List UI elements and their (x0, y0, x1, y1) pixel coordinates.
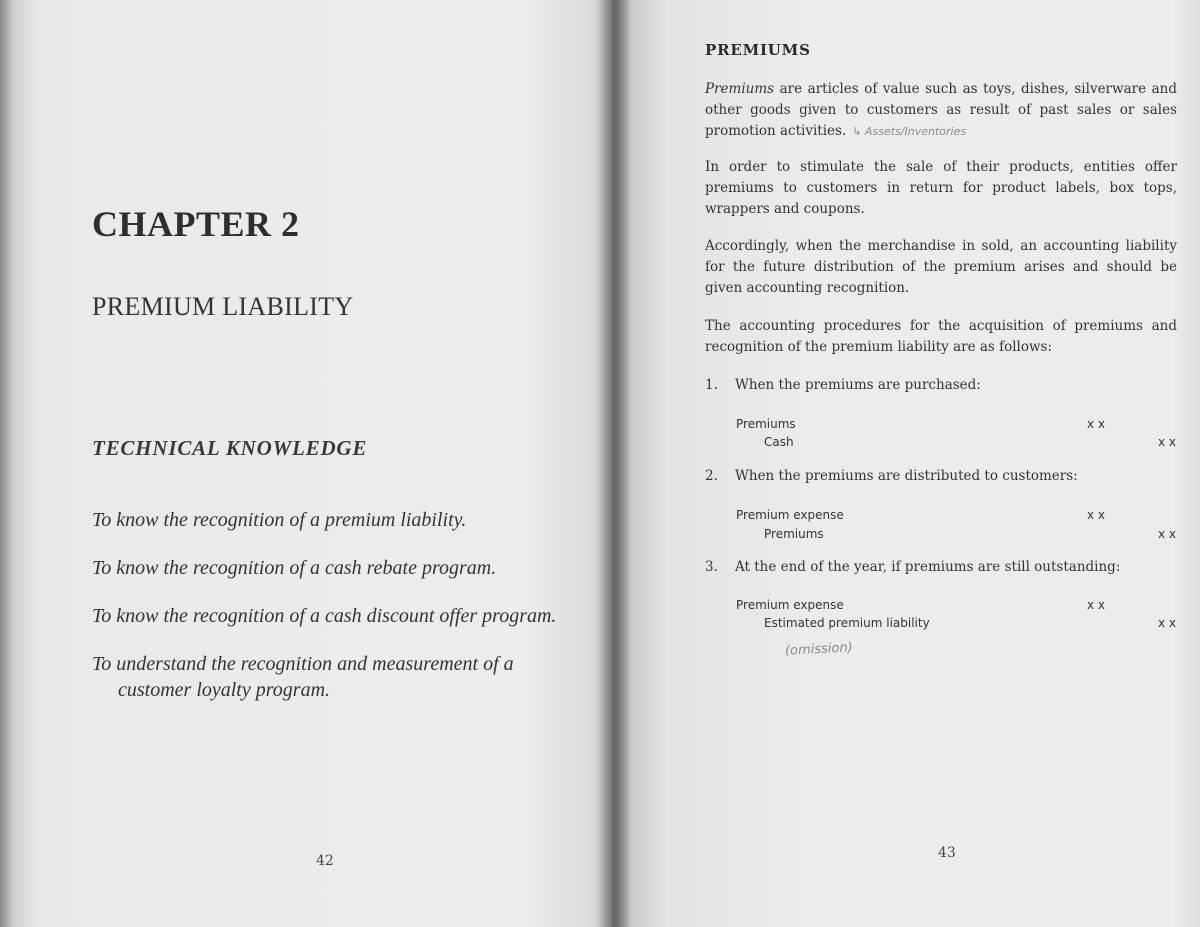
credit-amount: x x (1157, 527, 1176, 541)
journal-credit-row (736, 527, 1176, 545)
journal-debit-row (736, 417, 1176, 435)
step-number: 1. (705, 377, 718, 393)
credit-amount: x x (1157, 616, 1176, 630)
journal-credit-row (736, 435, 1176, 453)
book-gutter (598, 0, 632, 927)
credit-account: Estimated premium liability (764, 616, 930, 630)
debit-account: Premium expense (736, 508, 844, 522)
debit-account: Premiums (736, 417, 796, 431)
journal-credit-row (736, 616, 1176, 634)
debit-amount: x x (1087, 508, 1106, 522)
debit-account: Premium expense (736, 598, 844, 612)
paragraph-procedures: The accounting procedures for the acquisition of premiums and recognition of the premium liability are as follows: (705, 318, 1177, 355)
step-3 (705, 559, 1177, 575)
objective-item: To know the recognition of a premium liability. (92, 509, 467, 531)
premiums-heading: PREMIUMS (705, 41, 811, 59)
credit-account: Cash (764, 435, 794, 449)
paragraph-stimulate: In order to stimulate the sale of their products, entities offer premiums to customers in return for product labels, box tops, wrappers and coupons. (705, 159, 1177, 217)
paragraph-accordingly: Accordingly, when the merchandise in sold, an accounting liability for the future distribution of the premium arises and should be given accounting recognition. (705, 238, 1177, 296)
handwritten-note: ↳ Assets/Inventories (852, 125, 967, 138)
chapter-title: PREMIUM LIABILITY (92, 292, 354, 321)
objective-item: To understand the recognition and measurement of a customer loyalty program. (92, 653, 514, 701)
premiums-definition (705, 79, 1177, 142)
credit-amount: x x (1157, 435, 1176, 449)
premiums-term: Premiums (705, 81, 775, 97)
chapter-number: CHAPTER 2 (92, 204, 300, 244)
debit-amount: x x (1087, 417, 1106, 431)
handwritten-annotation: (omission) (784, 640, 854, 659)
step-text: At the end of the year, if premiums are still outstanding: (735, 559, 1121, 575)
journal-debit-row (736, 508, 1176, 526)
premiums-definition-text: are articles of value such as toys, dishes, silverware and other goods given to customers as result of past sales or sales promotion activities. (705, 81, 1177, 139)
step-text: When the premiums are purchased: (735, 377, 981, 393)
step-2 (705, 468, 1177, 484)
debit-amount: x x (1087, 598, 1106, 612)
step-number: 3. (705, 559, 718, 575)
objective-item: To know the recognition of a cash rebate program. (92, 557, 497, 579)
objectives-list (92, 507, 582, 725)
step-text: When the premiums are distributed to customers: (735, 468, 1078, 484)
step-number: 2. (705, 468, 718, 484)
section-heading: TECHNICAL KNOWLEDGE (92, 436, 368, 460)
credit-account: Premiums (764, 527, 824, 541)
page-number-left: 42 (316, 853, 334, 869)
step-1 (705, 377, 1177, 393)
journal-debit-row (736, 598, 1176, 616)
objective-item: To know the recognition of a cash discount offer program. (92, 605, 557, 627)
page-number-right: 43 (938, 845, 956, 861)
